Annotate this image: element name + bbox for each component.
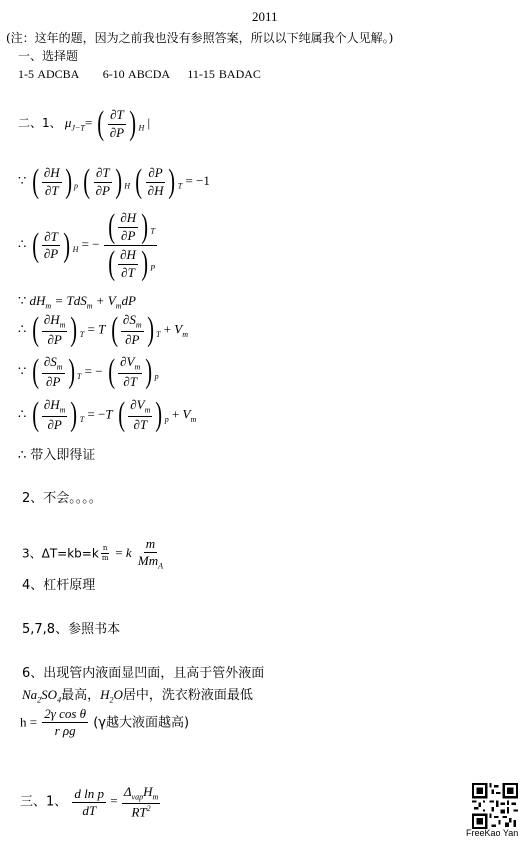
dH-line: ∵ $dH_m = TdS_m + V_mdP$ [18, 293, 136, 311]
answer-group-3: 11-15 BADAC [187, 67, 261, 81]
derived-line-2: ∴ ( $\frac{\partial H_m}{\partial P}$ ) $_T$ = T ( $\frac{\partial S_m}{\partial P}$ ) $_T + V_m$ [18, 311, 188, 349]
answer-3: 3、ΔT=kb=k $\frac{n}{m}$ = k $\frac{m}{Mm_A}$ [22, 536, 164, 571]
year-heading: 2011 [252, 9, 278, 24]
answer-6-h-suffix: (γ越大液面越高) [93, 715, 190, 731]
answer-group-1: 1-5 ADCBA [18, 67, 79, 81]
derived-line-3: ∴ ( $\frac{\partial H_m}{\partial P}$ ) $_T$ = −T ( $\frac{\partial V_m}{\partial T}$ ) $_p + V_m$ [18, 396, 197, 434]
answer-6-h-prefix: h = [20, 714, 38, 730]
q2-1-label: 二、1、 [18, 115, 62, 130]
answers-row [18, 67, 261, 82]
answer-5-7-8: 5,7,8、参照书本 [22, 622, 121, 637]
answer-6-h: h = $\frac{\text{2γ cos θ}}{\text{r ρg}}$ (γ越大液面越高) [20, 706, 190, 739]
identity-line: ∵ ( $\frac{\partial H}{\partial T}$ ) $_p$ ( $\frac{\partial T}{\partial P}$ ) $_H$ ( $\frac{\partial P}{\partial H}$ ) $_T$ = −1 [18, 163, 210, 200]
q3-1-label: 三、1、 [20, 794, 68, 810]
qr-label: FreeKao Yan [466, 828, 519, 838]
answer-2: 2、不会。。。。 [22, 491, 102, 506]
therefore-proved: ∴ 带入即得证 [18, 448, 96, 463]
answer-6-line2: $Na_2SO_4$最高，$H_2O$居中，洗衣粉液面最低 [22, 687, 253, 705]
answer-6-line2-a: 最高， [61, 688, 101, 703]
q2-1-tail: | [147, 114, 151, 130]
section1-title: 一、选择题 [18, 49, 79, 63]
answer-3-small-num: n [101, 545, 110, 555]
q2-1-formula: 二、1、 $\mu_{J-T}=$ ( $\frac{\partial T}{\partial P}$ ) $_H$ | [18, 105, 151, 142]
derived-line-1: ∴ ( $\frac{\partial T}{\partial P}$ ) $_H$ = − ( $\frac{\partial H}{\partial P}$ ) $_T$ ( $\frac{\partial H}{\partial T}$ ) $_P$ [18, 208, 156, 282]
answer-3-label: 3、ΔT=kb=k [22, 546, 99, 561]
qr-code-icon [472, 783, 518, 829]
q3-1-formula: 三、1、 $\frac{\text{d ln p}}{dT}$ = $\frac{\Delta_{vap}H_m}{RT^2}$ [20, 784, 159, 820]
answer-4: 4、杠杆原理 [22, 578, 96, 593]
answer-6-line2-b: 居中，洗衣粉液面最低 [122, 688, 253, 703]
maxwell-line: ∵ ( $\frac{\partial S_m}{\partial P}$ ) $_T$ = − ( $\frac{\partial V_m}{\partial T}$ ) $_p$ [18, 353, 159, 391]
answer-3-small-den: m [101, 554, 109, 563]
answer-6-line1: 6、出现管内液面显凹面，且高于管外液面 [22, 666, 265, 681]
note-text: (注：这年的题，因为之前我也没有参照答案，所以以下纯属我个人见解。) [6, 31, 394, 45]
answer-group-2: 6-10 ABCDA [102, 67, 170, 81]
